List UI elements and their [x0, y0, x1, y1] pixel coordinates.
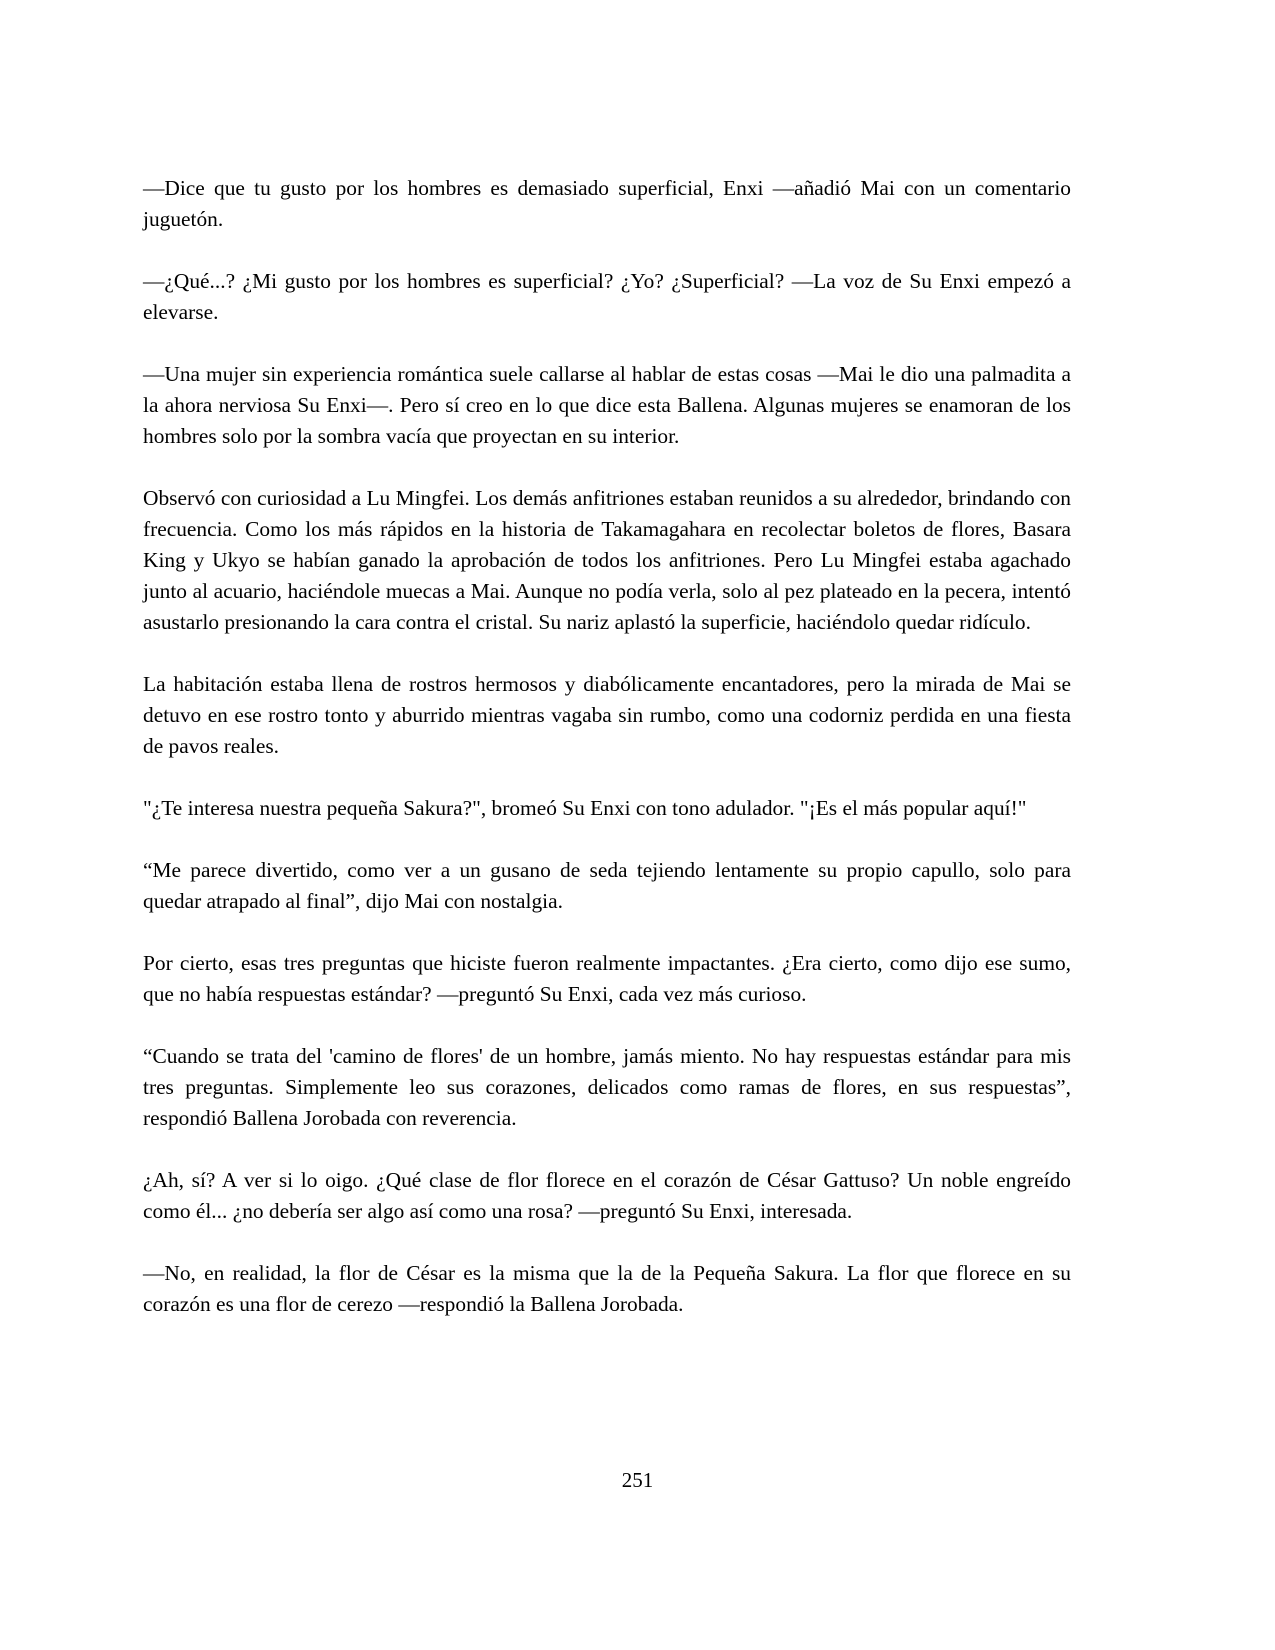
paragraph: Por cierto, esas tres preguntas que hiciste fueron realmente impactantes. ¿Era cierto, como dijo ese sumo, que no había respuestas estándar? —preguntó Su Enxi, cada vez más curioso.	[143, 951, 1071, 1006]
paragraph: —Dice que tu gusto por los hombres es demasiado superficial, Enxi —añadió Mai con un comentario juguetón.	[143, 176, 1071, 231]
page-number: 251	[621, 1468, 654, 1492]
paragraph: La habitación estaba llena de rostros hermosos y diabólicamente encantadores, pero la mirada de Mai se detuvo en ese rostro tonto y aburrido mientras vagaba sin rumbo, como una codorniz perdida en una fiesta de pavos reales.	[143, 672, 1071, 758]
paragraph: —¿Qué...? ¿Mi gusto por los hombres es superficial? ¿Yo? ¿Superficial? —La voz de Su Enxi empezó a elevarse.	[143, 269, 1071, 324]
page-body	[143, 173, 1071, 1351]
paragraph: Observó con curiosidad a Lu Mingfei. Los demás anfitriones estaban reunidos a su alrededor, brindando con frecuencia. Como los más rápidos en la historia de Takamagahara en recolectar boletos de flores, Basara King y Ukyo se habían ganado la aprobación de todos los anfitriones. Pero Lu Mingfei estaba agachado junto al acuario, haciéndole muecas a Mai. Aunque no podía verla, solo al pez plateado en la pecera, intentó asustarlo presionando la cara contra el cristal. Su nariz aplastó la superficie, haciéndolo quedar ridículo.	[143, 486, 1071, 634]
paragraph: ¿Ah, sí? A ver si lo oigo. ¿Qué clase de flor florece en el corazón de César Gattuso? Un noble engreído como él... ¿no debería ser algo así como una rosa? —preguntó Su Enxi, interesada.	[143, 1168, 1071, 1223]
paragraph: —No, en realidad, la flor de César es la misma que la de la Pequeña Sakura. La flor que florece en su corazón es una flor de cerezo —respondió la Ballena Jorobada.	[143, 1261, 1071, 1316]
paragraph: “Cuando se trata del 'camino de flores' de un hombre, jamás miento. No hay respuestas estándar para mis tres preguntas. Simplemente leo sus corazones, delicados como ramas de flores, en sus respuestas”, respondió Ballena Jorobada con reverencia.	[143, 1044, 1071, 1130]
paragraph: —Una mujer sin experiencia romántica suele callarse al hablar de estas cosas —Mai le dio una palmadita a la ahora nerviosa Su Enxi—. Pero sí creo en lo que dice esta Ballena. Algunas mujeres se enamoran de los hombres solo por la sombra vacía que proyectan en su interior.	[143, 362, 1071, 448]
paragraph: “Me parece divertido, como ver a un gusano de seda tejiendo lentamente su propio capullo, solo para quedar atrapado al final”, dijo Mai con nostalgia.	[143, 858, 1071, 913]
paragraph: "¿Te interesa nuestra pequeña Sakura?", bromeó Su Enxi con tono adulador. "¡Es el más popular aquí!"	[143, 796, 1027, 820]
